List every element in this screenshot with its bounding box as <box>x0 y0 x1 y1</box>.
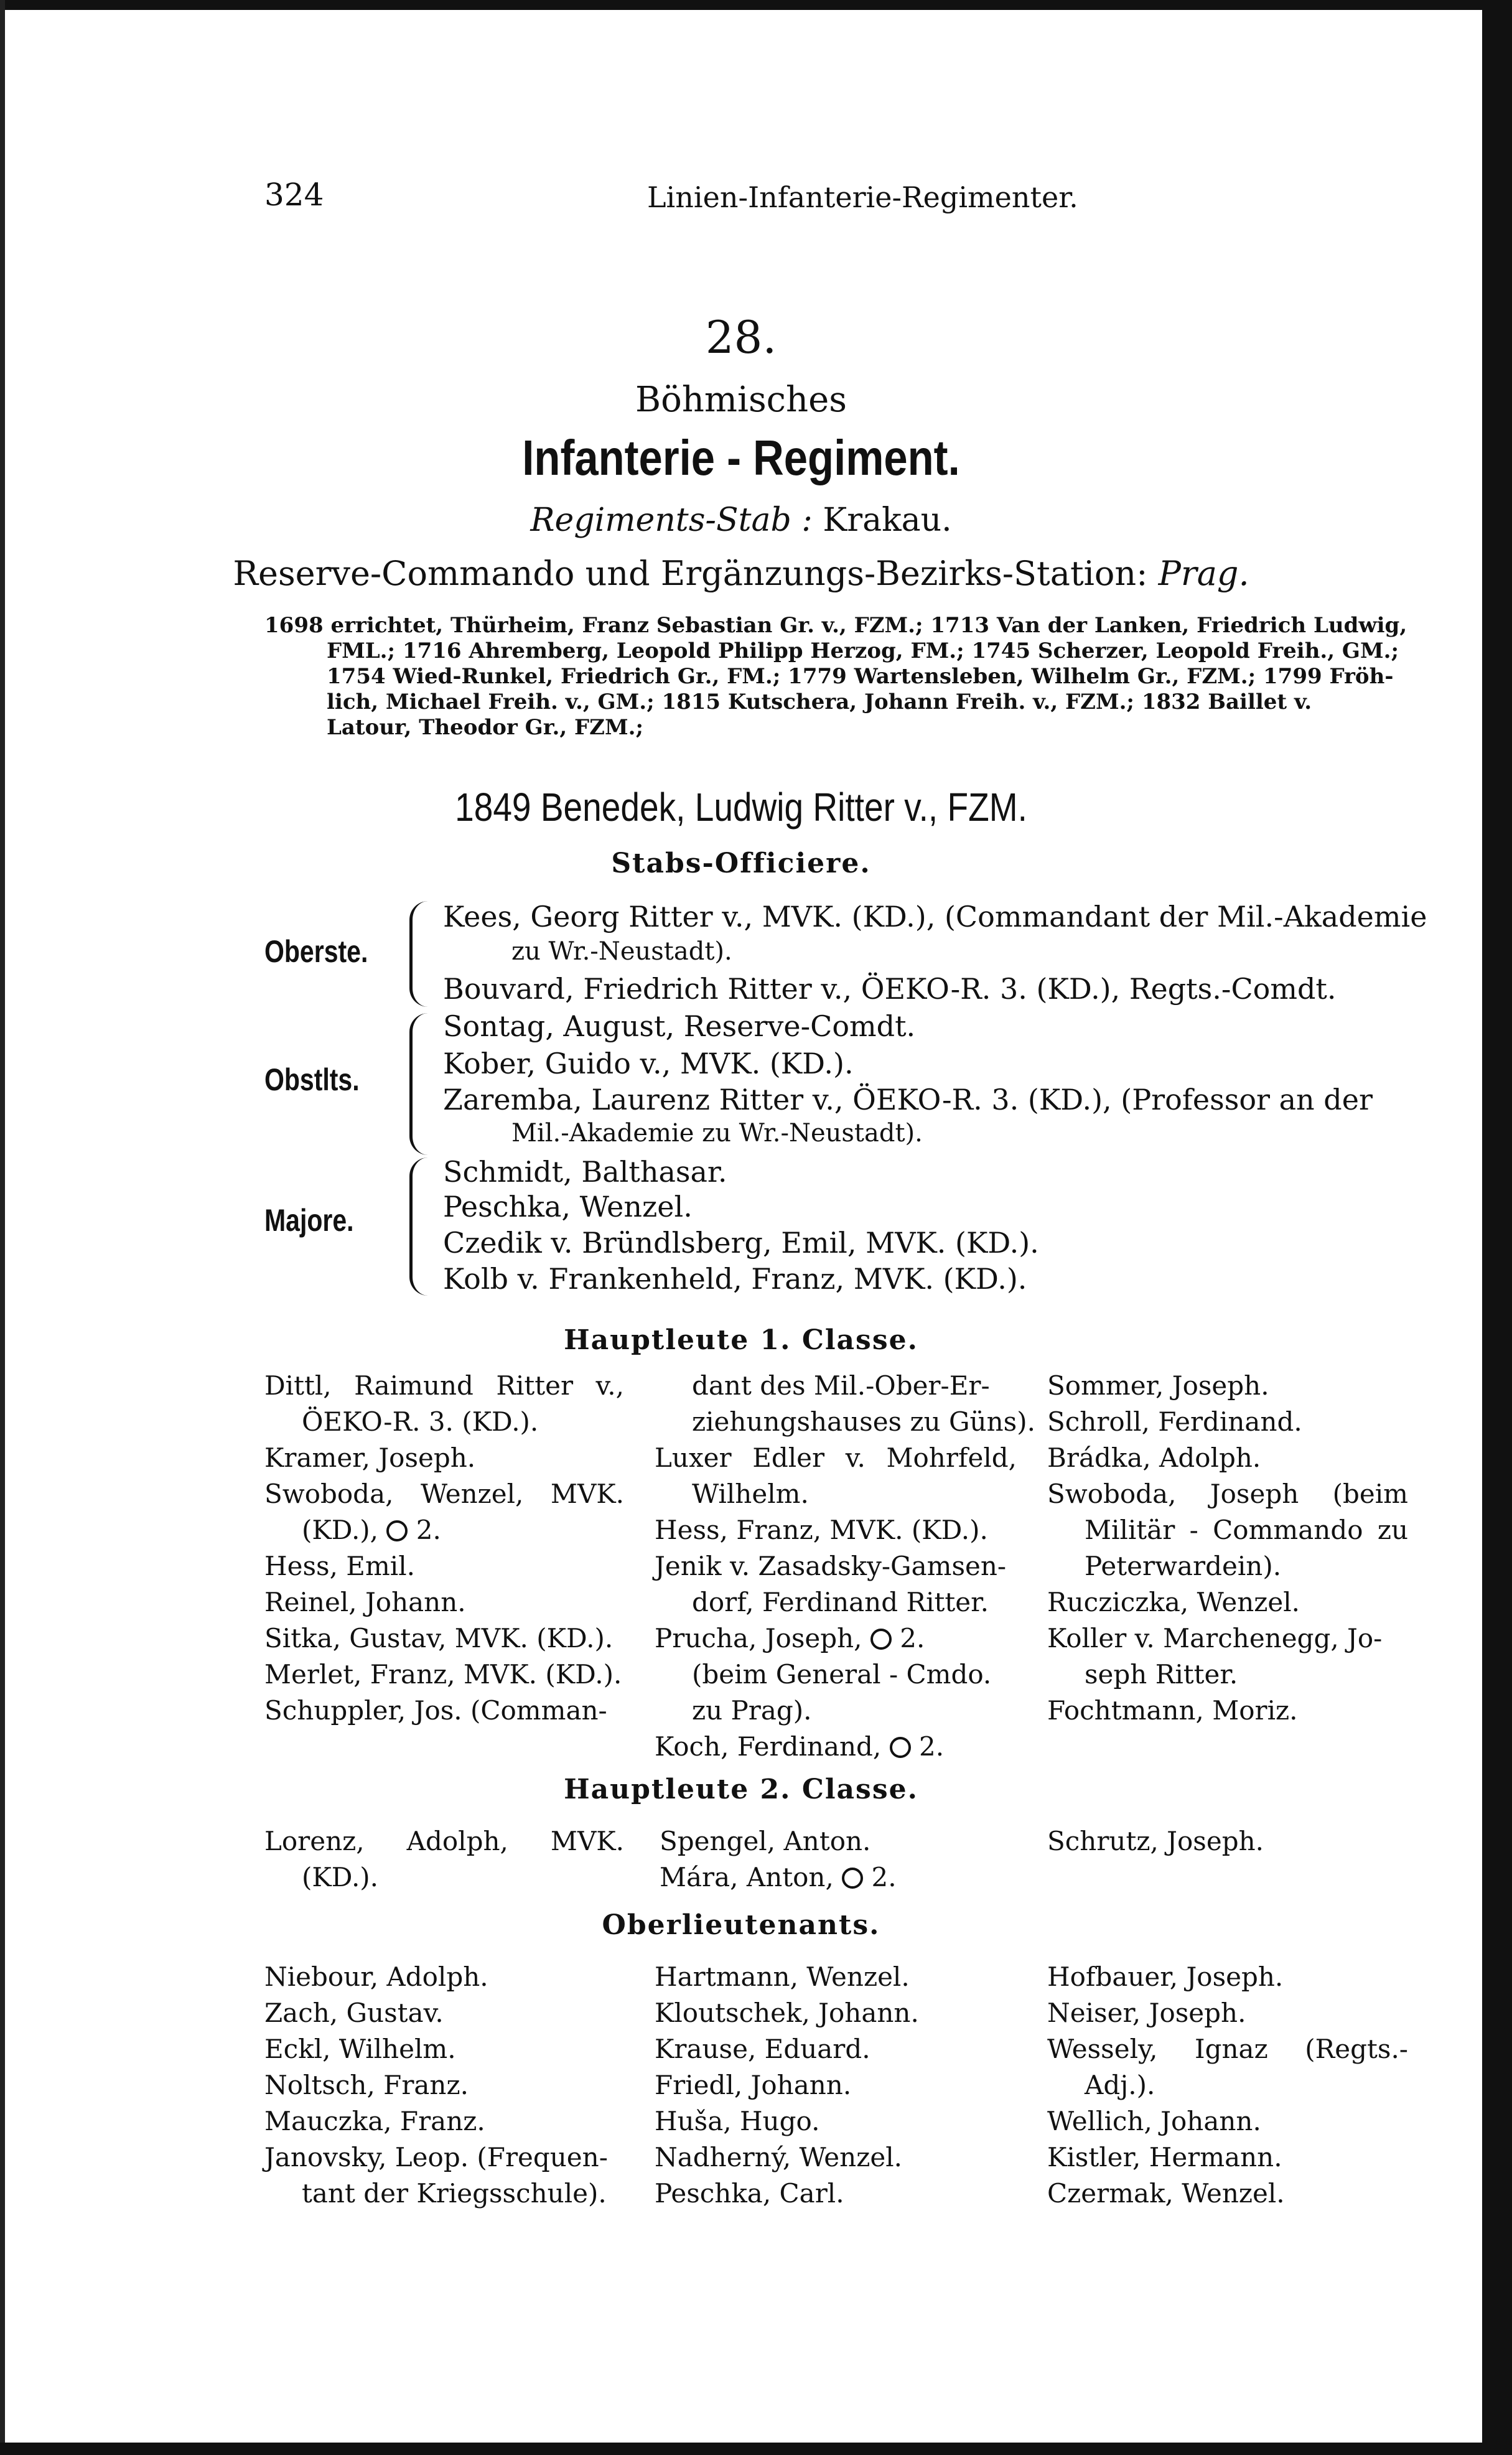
list-item-continued: dant des Mil.-Ober-Er- <box>692 1370 990 1401</box>
list-item: Spengel, Anton. <box>660 1826 871 1856</box>
regiment-name: Infanterie - Regiment. <box>522 430 960 485</box>
list-item: Wellich, Johann. <box>1047 2106 1261 2136</box>
list-item: Sommer, Joseph. <box>1047 1370 1269 1401</box>
list-item: Dittl, Raimund Ritter v., <box>264 1370 624 1401</box>
section-title-hauptleute-2: Hauptleute 2. Classe. <box>564 1774 918 1805</box>
section-title-stabs-officiere: Stabs-Officiere. <box>611 848 871 879</box>
list-item: Nadherný, Wenzel. <box>655 2142 902 2172</box>
history-line: Latour, Theodor Gr., FZM.; <box>327 715 644 740</box>
list-item: Hess, Emil. <box>264 1551 415 1581</box>
brace-oberste <box>409 901 429 1007</box>
regiment-history <box>264 613 1407 741</box>
list-item <box>655 1729 1017 1765</box>
page-number: 324 <box>264 177 324 213</box>
stab-place: Krakau. <box>823 502 952 539</box>
scan-border-left <box>0 0 5 2455</box>
list-item-continued: ziehungshauses zu Güns). <box>692 1406 1035 1437</box>
circle-decoration-icon <box>842 1868 863 1889</box>
history-line: FML.; 1716 Ahremberg, Leopold Philipp Herzog, FM.; 1745 Scherzer, Leopold Freih., GM.; <box>327 638 1399 663</box>
stab-label: Regiments-Stab : <box>530 502 813 539</box>
list-item: Swoboda, Wenzel, MVK. <box>264 1479 624 1509</box>
list-item <box>660 1859 1017 1896</box>
history-line: 1754 Wied-Runkel, Friedrich Gr., FM.; 1779 Wartensleben, Wilhelm Gr., FZM.; 1799 Fröh- <box>327 664 1394 689</box>
list-item-continued: tant der Kriegsschule). <box>302 2178 607 2209</box>
rank-oberste: Oberste. <box>264 934 368 969</box>
list-item-text: Koch, Ferdinand, <box>655 1731 882 1762</box>
list-item: Huša, Hugo. <box>655 2106 820 2136</box>
list-item-continued: zu Prag). <box>692 1695 812 1726</box>
hauptleute-1-column-1 <box>264 1368 624 1729</box>
officer-entry: Zaremba, Laurenz Ritter v., ÖEKO-R. 3. (KD.), (Professor an der <box>443 1083 1373 1116</box>
regiment-number: 28. <box>705 311 777 363</box>
scan-border-top <box>0 0 1512 10</box>
scan-border-right <box>1482 0 1512 2455</box>
oberlieutenants-column-2 <box>655 1959 1017 2212</box>
list-item: Peschka, Carl. <box>655 2178 844 2209</box>
list-item: Luxer Edler v. Mohrfeld, <box>655 1443 1017 1473</box>
regiment-kind: Böhmisches <box>635 380 847 420</box>
decoration-class: 2. <box>919 1731 945 1762</box>
section-title-oberlieutenants: Oberlieutenants. <box>602 1909 880 1941</box>
list-item: Rucziczka, Wenzel. <box>1047 1587 1300 1617</box>
list-item: Swoboda, Joseph (beim <box>1047 1479 1408 1509</box>
list-item: Janovsky, Leop. (Frequen- <box>264 2142 608 2172</box>
list-item-continued: Wilhelm. <box>692 1479 809 1509</box>
officer-entry: Peschka, Wenzel. <box>443 1190 693 1223</box>
history-line: lich, Michael Freih. v., GM.; 1815 Kutschera, Johann Freih. v., FZM.; 1832 Baillet v. <box>327 690 1312 714</box>
list-item <box>655 1620 1017 1657</box>
oberlieutenants-column-3 <box>1047 1959 1408 2212</box>
list-item-continued <box>264 1512 624 1548</box>
list-item: Kloutschek, Johann. <box>655 1998 919 2028</box>
list-item-continued: seph Ritter. <box>1085 1659 1238 1690</box>
list-item: Brádka, Adolph. <box>1047 1443 1261 1473</box>
list-item: Koller v. Marchenegg, Jo- <box>1047 1623 1383 1653</box>
officer-entry: Kees, Georg Ritter v., MVK. (KD.), (Commandant der Mil.-Akademie <box>443 900 1427 933</box>
list-item: Czermak, Wenzel. <box>1047 2178 1285 2209</box>
list-item-continued: Adj.). <box>1085 2070 1155 2100</box>
list-item-continued: ÖEKO-R. 3. (KD.). <box>302 1406 539 1437</box>
oberlieutenants-column-1 <box>264 1959 624 2212</box>
list-item: Sitka, Gustav, MVK. (KD.). <box>264 1623 614 1653</box>
hauptleute-2-column-1 <box>264 1823 624 1896</box>
list-item-continued: dorf, Ferdinand Ritter. <box>692 1587 989 1617</box>
regiments-stab <box>0 502 1482 539</box>
decoration-class: 2. <box>871 1862 897 1892</box>
list-item-continued: (beim General - Cmdo. <box>692 1659 992 1690</box>
list-item: Wessely, Ignaz (Regts.- <box>1047 2034 1408 2064</box>
list-item: Kramer, Joseph. <box>264 1443 476 1473</box>
officer-entry: Bouvard, Friedrich Ritter v., ÖEKO-R. 3. (KD.), Regts.-Comdt. <box>443 972 1337 1006</box>
list-item: Fochtmann, Moriz. <box>1047 1695 1298 1726</box>
reserve-station <box>0 554 1482 593</box>
regiment-owner: 1849 Benedek, Ludwig Ritter v., FZM. <box>455 785 1027 830</box>
list-item-text: Prucha, Joseph, <box>655 1623 862 1653</box>
hauptleute-1-column-3 <box>1047 1368 1408 1729</box>
decoration-class: 2. <box>900 1623 925 1653</box>
list-item: Noltsch, Franz. <box>264 2070 469 2100</box>
officer-entry: Czedik v. Bründlsberg, Emil, MVK. (KD.). <box>443 1226 1039 1260</box>
scan-border-bottom <box>0 2443 1512 2455</box>
running-title: Linien-Infanterie-Regimenter. <box>647 180 1078 214</box>
officer-entry: Kober, Guido v., MVK. (KD.). <box>443 1047 854 1080</box>
brace-majore <box>409 1157 429 1296</box>
hauptleute-2-column-3 <box>1047 1823 1408 1859</box>
list-item: Schuppler, Jos. (Comman- <box>264 1695 607 1726</box>
section-title-hauptleute-1: Hauptleute 1. Classe. <box>564 1324 918 1356</box>
hauptleute-1-column-2 <box>655 1368 1035 1765</box>
list-item: Hess, Franz, MVK. (KD.). <box>655 1515 988 1545</box>
decoration-class: 2. <box>416 1515 441 1545</box>
list-item: Kistler, Hermann. <box>1047 2142 1282 2172</box>
hauptleute-2-column-2 <box>660 1823 1017 1896</box>
officer-entry-continued: Mil.-Akademie zu Wr.-Neustadt). <box>511 1119 923 1148</box>
list-item: Mauczka, Franz. <box>264 2106 485 2136</box>
list-item: Krause, Eduard. <box>655 2034 870 2064</box>
list-item: Merlet, Franz, MVK. (KD.). <box>264 1659 622 1690</box>
list-item-text: Mára, Anton, <box>660 1862 834 1892</box>
reserve-place: Prag. <box>1158 554 1249 593</box>
circle-decoration-icon <box>890 1737 911 1758</box>
list-item-continued: Militär - Commando zu <box>1085 1515 1408 1545</box>
officer-entry-continued: zu Wr.-Neustadt). <box>511 937 732 966</box>
list-item: Hartmann, Wenzel. <box>655 1962 910 1992</box>
circle-decoration-icon <box>386 1520 408 1541</box>
list-item-text: (KD.), <box>302 1515 379 1545</box>
list-item-continued: (KD.). <box>302 1862 379 1892</box>
rank-obstlts: Obstlts. <box>264 1062 360 1097</box>
history-line: 1698 errichtet, Thürheim, Franz Sebastian Gr. v., FZM.; 1713 Van der Lanken, Friedrich Ludwig, <box>264 613 1407 638</box>
list-item: Eckl, Wilhelm. <box>264 2034 456 2064</box>
list-item: Neiser, Joseph. <box>1047 1998 1246 2028</box>
list-item: Schroll, Ferdinand. <box>1047 1406 1302 1437</box>
list-item: Zach, Gustav. <box>264 1998 444 2028</box>
list-item: Jenik v. Zasadsky-Gamsen- <box>655 1551 1007 1581</box>
rank-majore: Majore. <box>264 1203 354 1238</box>
list-item: Schrutz, Joseph. <box>1047 1826 1264 1856</box>
list-item: Niebour, Adolph. <box>264 1962 488 1992</box>
reserve-label: Reserve-Commando und Ergänzungs-Bezirks-Station: <box>233 554 1148 593</box>
list-item: Reinel, Johann. <box>264 1587 466 1617</box>
circle-decoration-icon <box>870 1629 892 1650</box>
list-item: Friedl, Johann. <box>655 2070 852 2100</box>
list-item: Lorenz, Adolph, MVK. <box>264 1826 624 1856</box>
list-item-continued: Peterwardein). <box>1085 1551 1282 1581</box>
brace-obstlts <box>409 1013 429 1155</box>
list-item: Hofbauer, Joseph. <box>1047 1962 1284 1992</box>
officer-entry: Kolb v. Frankenheld, Franz, MVK. (KD.). <box>443 1262 1027 1296</box>
officer-entry: Schmidt, Balthasar. <box>443 1155 727 1189</box>
officer-entry: Sontag, August, Reserve-Comdt. <box>443 1009 916 1043</box>
